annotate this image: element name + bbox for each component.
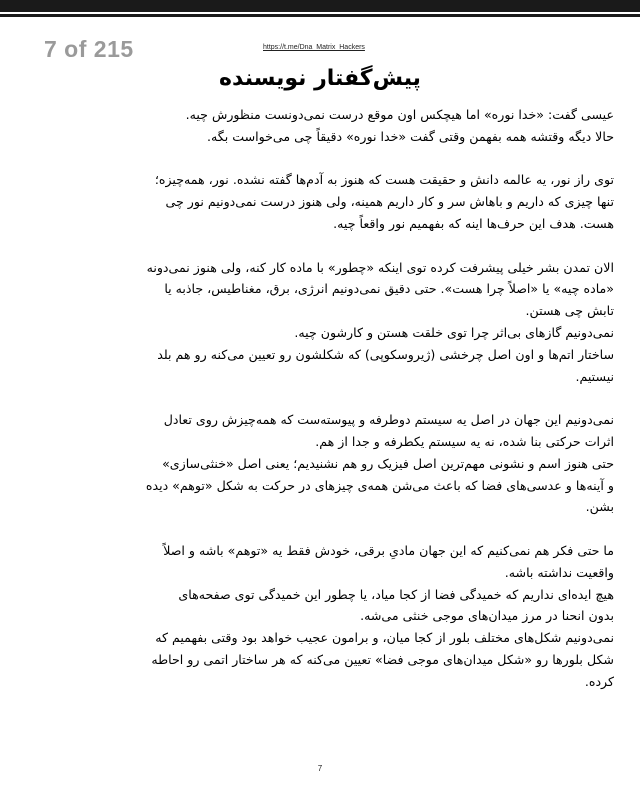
text-line: عیسی گفت: «خدا نوره» اما هیچکس اون موقع درست نمی‌دونست منظورش چیه. — [185, 107, 614, 122]
text-line: الان تمدن بشر خیلی پیشرفت کرده توی اینکه «چطور» با ماده کار کنه، ولی هنوز نمی‌دونه — [146, 259, 614, 275]
document-body — [40, 104, 614, 693]
paragraph — [40, 257, 614, 388]
paragraph-gap — [40, 518, 614, 540]
paragraph-gap — [40, 235, 614, 257]
text-line: نمی‌دونیم گازهای بی‌اثر چرا توی خلقت هستن و کارشون چیه. — [294, 324, 614, 340]
text-line: نیستیم. — [575, 368, 614, 384]
text-line: تنها چیزی که داریم و باهاش سر و کار داریم همینه، ولی هنوز درست نمی‌دونیم نور چی — [165, 194, 614, 210]
page-number: 7 — [317, 764, 323, 773]
text-line: حالا دیگه وقتشه همه بفهمن وقتی گفت «خدا نوره» دقیقاً چی می‌خواست بگه. — [207, 128, 614, 144]
text-line: کرده. — [584, 673, 614, 689]
text-line: اثرات حرکتی بنا شده، نه یه سیستم یکطرفه و جدا از هم. — [315, 433, 614, 449]
text-line: ما حتی فکر هم نمی‌کنیم که این جهان مادیِ برقی، خودش فقط یه «توهم» باشه و اصلاً — [163, 542, 614, 558]
page-title: پیش‌گفتار نویسنده — [219, 66, 421, 91]
text-line: حتی هنوز اسم و نشونی مهم‌ترین اصل فیزیک رو هم نشنیدیم؛ یعنی اصل «خنثی‌سازی» — [162, 455, 614, 471]
text-line: هست. هدف این حرف‌ها اینه که بفهمیم نور واقعاً چیه. — [333, 215, 614, 231]
paragraph — [40, 169, 614, 234]
text-line: بشن. — [585, 499, 614, 515]
text-line: ساختار اتم‌ها و اون اصل چرخشی (ژیروسکوپی) که شکلشون رو تعیین می‌کنه رو هم بلد — [157, 346, 614, 362]
text-line: و آینه‌ها و عدسی‌های فضا که باعث می‌شن همه‌ی چیزهای در حرکت به شکل «توهم» دیده — [145, 477, 614, 493]
text-line: تابش چی هستن. — [525, 303, 614, 319]
paragraph — [40, 409, 614, 518]
top-border-line — [0, 14, 640, 17]
text-line: نمی‌دونیم این جهان در اصل یه سیستم دوطرفه و پیوسته‌ست که همه‌چیزش روی تعادل — [163, 412, 614, 428]
text-line: نمی‌دونیم شکل‌های مختلف بلور از کجا میان، و برامون عجیب خواهد بود وقتی بفهمیم که — [155, 630, 614, 646]
top-border-bar — [0, 0, 640, 12]
source-link[interactable]: https://t.me/Dna_Matrix_Hackers — [263, 44, 365, 51]
paragraph — [40, 540, 614, 693]
text-line: بدون انحنا در مرز میدان‌های موجی خنثی می‌شه. — [360, 608, 614, 624]
text-line: توی راز نور، یه عالمه دانش و حقیقت هست که هنوز به آدم‌ها گفته نشده. نور، همه‌چیزه؛ — [154, 172, 614, 188]
text-line: واقعیت نداشته باشه. — [504, 564, 614, 580]
page-counter: 7 of 215 — [44, 36, 134, 62]
text-line: هیچ ایده‌ای نداریم که خمیدگی فضا از کجا میاد، یا چطور این خمیدگی توی صفحه‌های — [178, 586, 614, 602]
paragraph-gap — [40, 387, 614, 409]
paragraph — [40, 104, 614, 148]
text-line: «ماده چیه» یا «اصلاً چرا هست». حتی دقیق نمی‌دونیم انرژی، برق، مغناطیس، جاذبه یا — [164, 281, 614, 297]
text-line: شکل بلورها رو «شکل میدان‌های موجی فضا» تعیین می‌کنه که هر ساختار اتمی رو احاطه — [151, 651, 614, 667]
paragraph-gap — [40, 148, 614, 170]
